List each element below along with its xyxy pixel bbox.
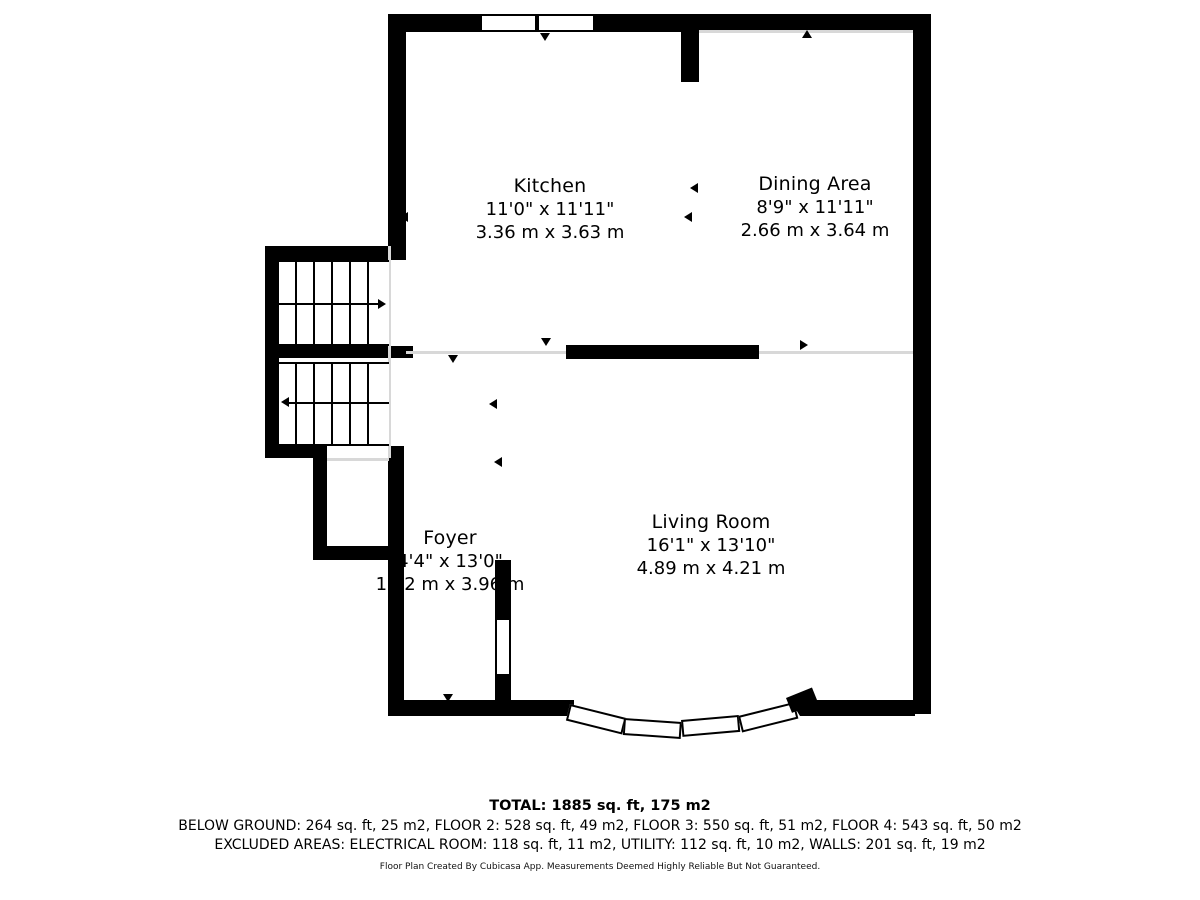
door-marker-kitchen-left xyxy=(400,212,408,222)
room-name-foyer: Foyer xyxy=(423,527,477,549)
room-dim-imperial-dining-area: 8'9" x 11'11" xyxy=(756,197,874,219)
stair-step xyxy=(367,362,369,446)
room-label-living-room xyxy=(580,510,842,580)
wall-foyer-livingroom-lower xyxy=(495,674,511,716)
room-dim-imperial-living-room: 16'1" x 13'10" xyxy=(646,535,776,557)
partition-upper-left xyxy=(406,351,566,354)
staircase-lower xyxy=(279,362,389,446)
bay-window-segment-2 xyxy=(623,718,682,739)
room-dim-metric-living-room: 4.89 m x 4.21 m xyxy=(636,558,786,580)
stair-step xyxy=(295,362,297,446)
stair-step xyxy=(331,362,333,446)
stair-step xyxy=(349,362,351,446)
room-dim-metric-foyer: 1.32 m x 3.96 m xyxy=(375,574,525,596)
room-label-foyer xyxy=(330,526,570,596)
stair-step xyxy=(313,362,315,446)
floor-plan-summary xyxy=(0,798,1200,872)
door-foyer-livingroom xyxy=(495,618,511,676)
door-marker-living-right xyxy=(916,457,924,467)
door-marker-foyer-bottom xyxy=(443,694,453,702)
room-dim-imperial-kitchen: 11'0" x 11'11" xyxy=(485,199,615,221)
partition-foyer-right xyxy=(327,458,389,461)
stair-direction-arrow-up xyxy=(378,299,386,309)
summary-floor-breakdown: BELOW GROUND: 264 sq. ft, 25 m2, FLOOR 2: 528 sq. ft, 49 m2, FLOOR 3: 550 sq. ft, 51 m2, FLOOR 4: 543 sq. ft, 50 m2 xyxy=(178,818,1022,834)
summary-disclaimer: Floor Plan Created By Cubicasa App. Measurements Deemed Highly Reliable But Not Guaranteed. xyxy=(379,861,821,872)
stair-direction-line-down xyxy=(287,402,389,404)
wall-stair-bumpout-left-lower xyxy=(265,358,279,458)
door-marker-dining-top xyxy=(802,30,812,38)
room-name-dining-area: Dining Area xyxy=(758,173,872,195)
room-name-kitchen: Kitchen xyxy=(513,175,587,197)
wall-stair-bumpout-left xyxy=(265,246,279,358)
bay-window-segment-3 xyxy=(681,715,740,737)
door-marker-center-right xyxy=(800,340,808,350)
room-dim-imperial-foyer: 4'4" x 13'0" xyxy=(397,551,503,573)
wall-right-exterior xyxy=(913,14,931,714)
wall-stair-bumpout-top xyxy=(265,246,406,260)
stair-direction-line-up xyxy=(279,303,381,305)
room-dim-metric-kitchen: 3.36 m x 3.63 m xyxy=(475,222,625,244)
door-marker-living-upper xyxy=(489,399,497,409)
partition-upper-right xyxy=(759,351,913,354)
wall-foyer-left xyxy=(313,446,327,560)
door-marker-center-top xyxy=(541,338,551,346)
wall-kitchen-dining xyxy=(681,14,699,82)
door-marker-living-left xyxy=(494,457,502,467)
window-top-mullion xyxy=(535,14,539,32)
door-marker-center-left xyxy=(448,355,458,363)
stair-direction-arrow-down xyxy=(281,397,289,407)
wall-interior-center xyxy=(566,345,759,359)
door-marker-kitchen-top xyxy=(540,33,550,41)
staircase-upper xyxy=(279,260,389,346)
summary-excluded-areas: EXCLUDED AREAS: ELECTRICAL ROOM: 118 sq. ft, 11 m2, UTILITY: 112 sq. ft, 10 m2, WALLS: 201 sq. ft, 19 m2 xyxy=(214,836,986,853)
room-label-dining-area xyxy=(680,172,950,242)
wall-bottom-left xyxy=(388,700,558,716)
room-dim-metric-dining-area: 2.66 m x 3.64 m xyxy=(740,220,890,242)
summary-total: TOTAL: 1885 sq. ft, 175 m2 xyxy=(489,798,711,814)
room-name-living-room: Living Room xyxy=(651,511,771,533)
room-label-kitchen xyxy=(420,174,680,244)
bay-window-segment-1 xyxy=(566,704,626,735)
